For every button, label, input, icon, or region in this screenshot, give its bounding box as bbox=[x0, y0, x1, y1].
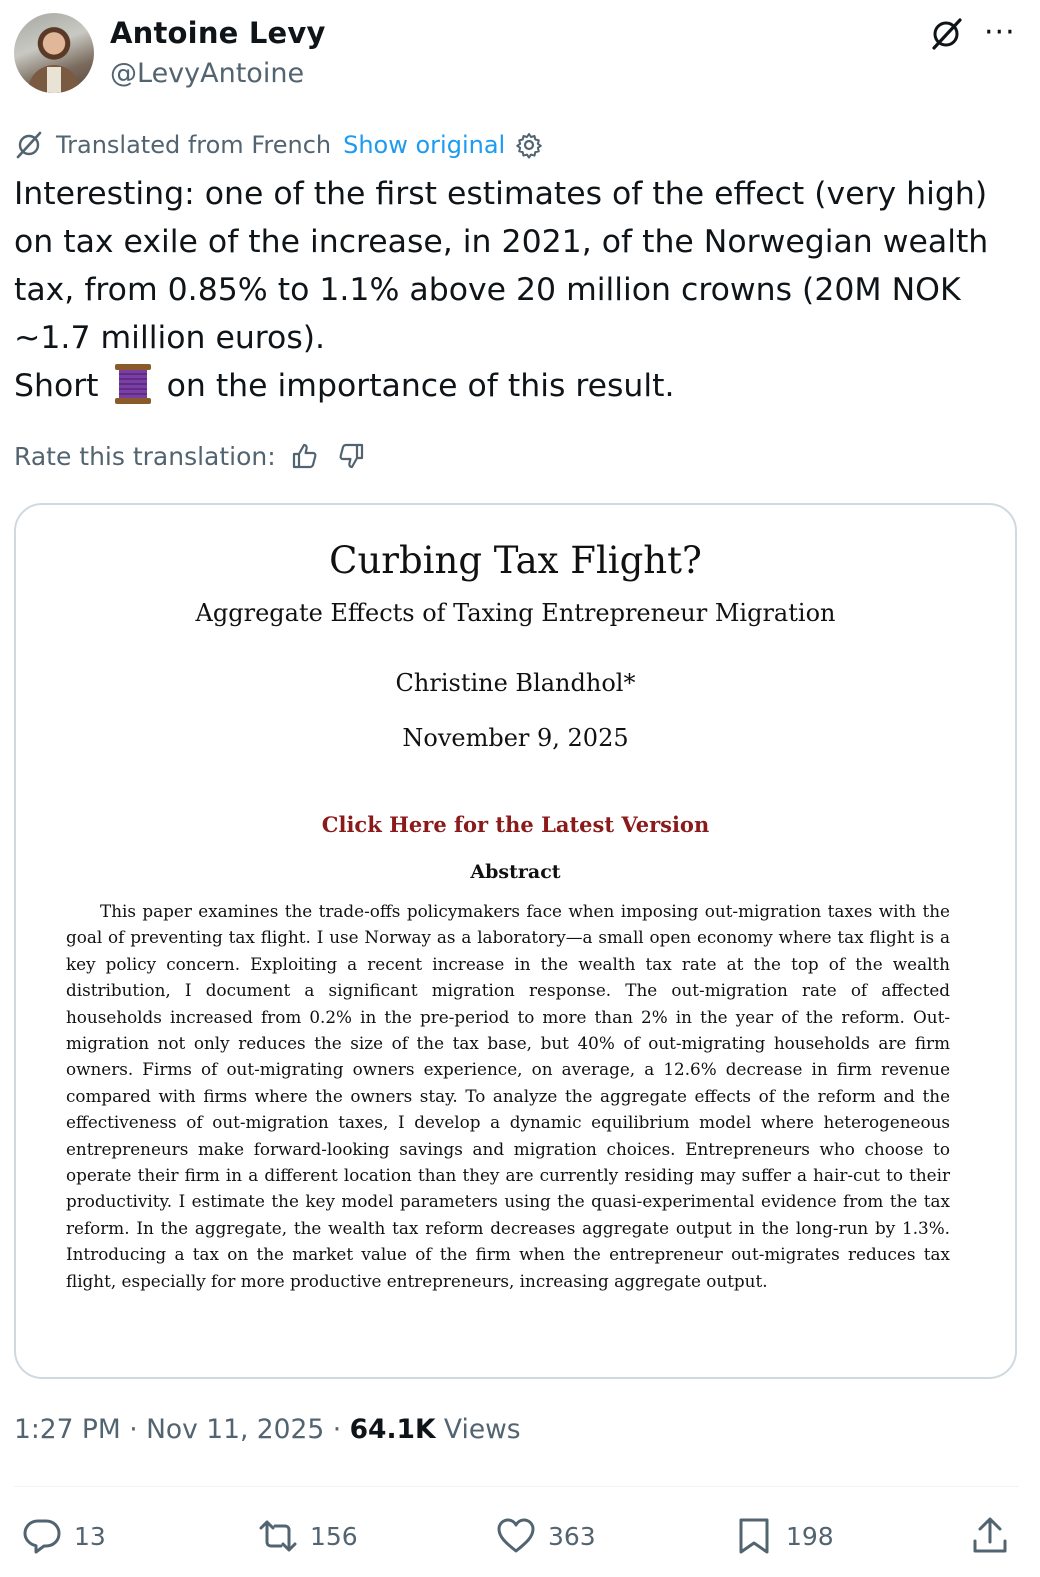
like-count: 363 bbox=[548, 1521, 596, 1551]
share-button[interactable] bbox=[970, 1508, 1022, 1564]
rate-translation bbox=[14, 438, 366, 474]
tweet-line2-rest: on the importance of this result. bbox=[166, 368, 675, 404]
show-original-link[interactable]: Show original bbox=[343, 131, 506, 159]
repost-count: 156 bbox=[310, 1521, 358, 1551]
repost-icon bbox=[258, 1516, 298, 1556]
paper-subtitle: Aggregate Effects of Taxing Entrepreneur Migration bbox=[195, 599, 836, 627]
paper-author: Christine Blandhol* bbox=[395, 669, 636, 697]
rate-translation-label: Rate this translation: bbox=[14, 441, 276, 471]
paper-screenshot bbox=[16, 505, 1015, 1377]
paper-date: November 9, 2025 bbox=[402, 724, 629, 752]
paper-abstract-heading: Abstract bbox=[470, 861, 561, 883]
meta-separator: · bbox=[129, 1414, 138, 1445]
reply-count: 13 bbox=[74, 1521, 106, 1551]
grok-icon[interactable] bbox=[928, 16, 964, 52]
translated-from-label: Translated from French bbox=[56, 131, 332, 159]
bookmark-count: 198 bbox=[786, 1521, 834, 1551]
thumbs-up-icon[interactable] bbox=[290, 441, 320, 471]
paper-image-card[interactable] bbox=[14, 503, 1017, 1379]
repost-button[interactable] bbox=[258, 1508, 358, 1564]
thumbs-down-icon[interactable] bbox=[336, 441, 366, 471]
tweet-short-word: Short bbox=[14, 368, 99, 404]
translation-notice bbox=[14, 128, 543, 162]
action-bar bbox=[0, 1508, 1040, 1564]
tweet-paragraph-2 bbox=[14, 362, 1029, 410]
bookmark-button[interactable] bbox=[734, 1508, 834, 1564]
grok-translate-icon bbox=[14, 130, 44, 160]
tweet-date[interactable]: Nov 11, 2025 bbox=[146, 1414, 325, 1445]
meta-separator: · bbox=[332, 1414, 342, 1445]
tweet-text bbox=[14, 170, 1029, 410]
divider bbox=[14, 1486, 1019, 1487]
bookmark-icon bbox=[734, 1516, 774, 1556]
avatar[interactable] bbox=[14, 13, 94, 93]
paper-abstract: This paper examines the trade-offs policymakers face when imposing out-migration taxes with the goal of preventing tax flight. I use Norway as a laboratory—a small open economy where tax flight is a key policy concern. Exploiting a recent increase in the wealth tax rate at the top of the wealth distribution, I document a significant migration response. The out-migration rate of affected households increased from 0.2% in the pre-period to more than 2% in the year of the reform. Out-migration not only reduces the size of the tax base, but 40% of out-migrating households are firm owners. Firms of out-migrating owners experience, on average, a 12.6% decrease in firm revenue compared with firms where the owners stay. To analyze the aggregate effects of the reform and the effectiveness of out-migration taxes, I develop a dynamic equilibrium model where heterogeneous entrepreneurs make forward-looking savings and migration choices. Entrepreneurs who choose to operate their firm in a different location than they are currently residing may suffer a hair-cut to their productivity. I estimate the key model parameters using the quasi-experimental evidence from the tax reform. In the aggregate, the wealth tax reform decreases aggregate output in the long-run by 1.3%. Introducing a tax on the market value of the firm when the entrepreneur out-migrates reduces tax flight, especially for more productive entrepreneurs, increasing aggregate output. bbox=[66, 901, 950, 1291]
paper-title: Curbing Tax Flight? bbox=[329, 539, 702, 582]
reply-icon bbox=[22, 1516, 62, 1556]
reply-button[interactable] bbox=[22, 1508, 106, 1564]
tweet-paragraph: Interesting: one of the first estimates of the effect (very high) on tax exile of the increase, in 2021, of the Norwegian wealth tax, from 0.85% to 1.1% above 20 million crowns (20M NOK ~1.7 million euros). bbox=[14, 176, 989, 356]
tweet-time[interactable]: 1:27 PM bbox=[14, 1414, 121, 1445]
like-button[interactable] bbox=[496, 1508, 596, 1564]
views-label: Views bbox=[443, 1414, 521, 1445]
author-handle[interactable]: @LevyAntoine bbox=[110, 58, 305, 89]
avatar-shirt-shape bbox=[47, 67, 61, 93]
share-icon bbox=[970, 1516, 1010, 1556]
gear-icon[interactable] bbox=[515, 131, 543, 159]
thread-spool-icon bbox=[115, 364, 151, 404]
more-icon[interactable]: ··· bbox=[984, 15, 1016, 50]
paper-latest-version-link: Click Here for the Latest Version bbox=[321, 812, 710, 837]
author-name[interactable]: Antoine Levy bbox=[110, 16, 326, 50]
tweet-meta bbox=[14, 1414, 521, 1445]
heart-icon bbox=[496, 1516, 536, 1556]
views-count: 64.1K bbox=[349, 1414, 436, 1445]
